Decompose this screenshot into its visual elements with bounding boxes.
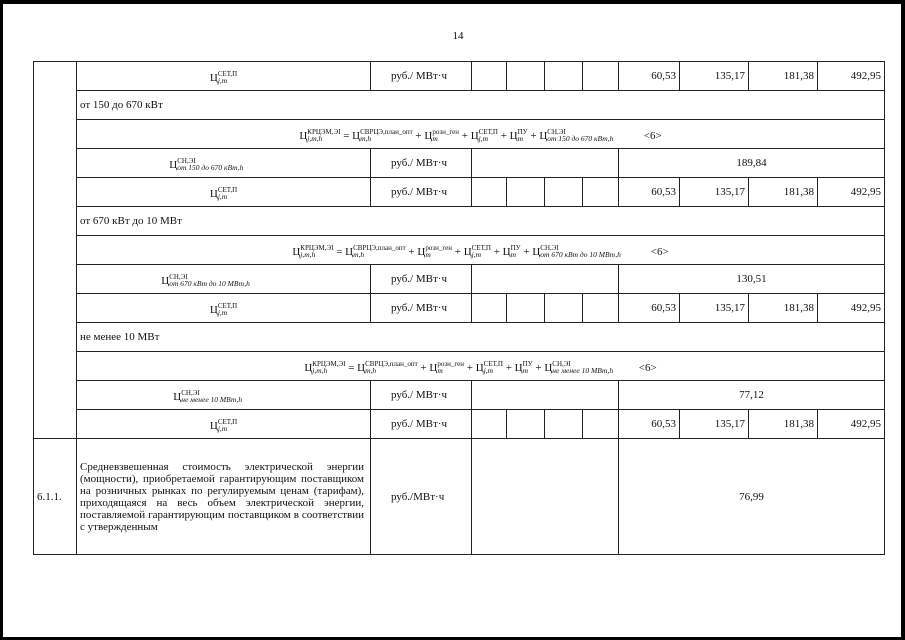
symbol-c-set-p: $Ц^{СЕТ,П}$ j,m [77,62,371,91]
table-row [34,91,885,120]
value-cell: 60,53 [619,62,680,91]
unit-cell: руб./ МВт·ч [371,149,472,178]
symbol-c-sn: $Ц^{СН,ЭI}$ от 670 кВт до 10 МВт,h [77,265,371,294]
table-row [34,439,885,555]
unit-cell: руб./ МВт·ч [371,178,472,207]
page-number: 14 [452,30,464,42]
row-number-cell [34,62,77,439]
value-cell: 181,38 [749,62,818,91]
value-cell: 60,53 [619,178,680,207]
table-row [34,62,885,91]
table-row [34,381,885,410]
value-cell: 76,99 [619,439,885,555]
value-cell: 60,53 [619,410,680,439]
scan-border-left [0,0,3,640]
unit-cell: руб./ МВт·ч [371,62,472,91]
value-cell: 181,38 [749,178,818,207]
value-cell: 189,84 [619,149,885,178]
value-cell: 135,17 [680,294,749,323]
section-heading: от 670 кВт до 10 МВт [77,207,885,236]
symbol-c-sn: $Ц^{СН,ЭI}$ от 150 до 670 кВт,h [77,149,371,178]
scan-border-top [0,0,905,4]
table-row [34,178,885,207]
value-cell: 77,12 [619,381,885,410]
formula-cell: $Ц^{КРЦЭМ,ЭI}$ j,m,h = $Ц^{СВРЦЭ,план\_опт}$ m,h + $Ц^{розн\_ген}$ m + $Ц^{СЕТ,П}$ j,m + $Ц^{ПУ}$ m + $Ц^{СН,ЭI}$ от 150 до 670 кВт,h <6> [77,120,885,149]
formula-cell: $Ц^{КРЦЭМ,ЭI}$ j,m,h = $Ц^{СВРЦЭ,план\_опт}$ m,h + $Ц^{розн\_ген}$ m + $Ц^{СЕТ,П}$ j,m + $Ц^{ПУ}$ m + $Ц^{СН,ЭI}$ от 670 кВт до 10 МВт,h <6> [77,236,885,265]
value-cell: 60,53 [619,294,680,323]
table-row [34,265,885,294]
symbol-c-set-p: $Ц^{СЕТ,П}$ j,m [77,410,371,439]
value-cell: 135,17 [680,178,749,207]
formula-cell: $Ц^{КРЦЭМ,ЭI}$ j,m,h = $Ц^{СВРЦЭ,план\_опт}$ m,h + $Ц^{розн\_ген}$ m + $Ц^{СЕТ,П}$ j,m + $Ц^{ПУ}$ m + $Ц^{СН,ЭI}$ не менее 10 МВт,h <6> [77,352,885,381]
value-cell: 492,95 [818,294,885,323]
unit-cell: руб./ МВт·ч [371,381,472,410]
table-row [34,120,885,149]
section-heading: не менее 10 МВт [77,323,885,352]
table-row [34,236,885,265]
unit-cell: руб./ МВт·ч [371,410,472,439]
section-heading: от 150 до 670 кВт [77,91,885,120]
value-cell: 135,17 [680,410,749,439]
item-number: 6.1.1. [34,439,77,555]
tariff-table [33,61,885,555]
table-row [34,149,885,178]
table-row [34,323,885,352]
value-cell: 135,17 [680,62,749,91]
scan-border-right [901,0,905,640]
table-row [34,294,885,323]
table-row [34,352,885,381]
value-cell: 492,95 [818,62,885,91]
table-row [34,207,885,236]
symbol-c-set-p: $Ц^{СЕТ,П}$ j,m [77,178,371,207]
value-cell: 492,95 [818,410,885,439]
value-cell: 492,95 [818,178,885,207]
value-cell: 181,38 [749,410,818,439]
unit-cell: руб./МВт·ч [371,439,472,555]
unit-cell: руб./ МВт·ч [371,294,472,323]
value-cell: 130,51 [619,265,885,294]
symbol-c-set-p: $Ц^{СЕТ,П}$ j,m [77,294,371,323]
symbol-c-sn: $Ц^{СН,ЭI}$ не менее 10 МВт,h [77,381,371,410]
unit-cell: руб./ МВт·ч [371,265,472,294]
table-row [34,410,885,439]
item-description: Средневзвешенная стоимость электрической энергии (мощности), приобретаемой гарантирующим поставщиком на розничных рынках по регулируемым ценам (тарифам), приходящаяся на весь объем электрической энергии, поставляемой гарантирующим поставщиком в соответствии с утвержденным [77,439,371,555]
value-cell: 181,38 [749,294,818,323]
